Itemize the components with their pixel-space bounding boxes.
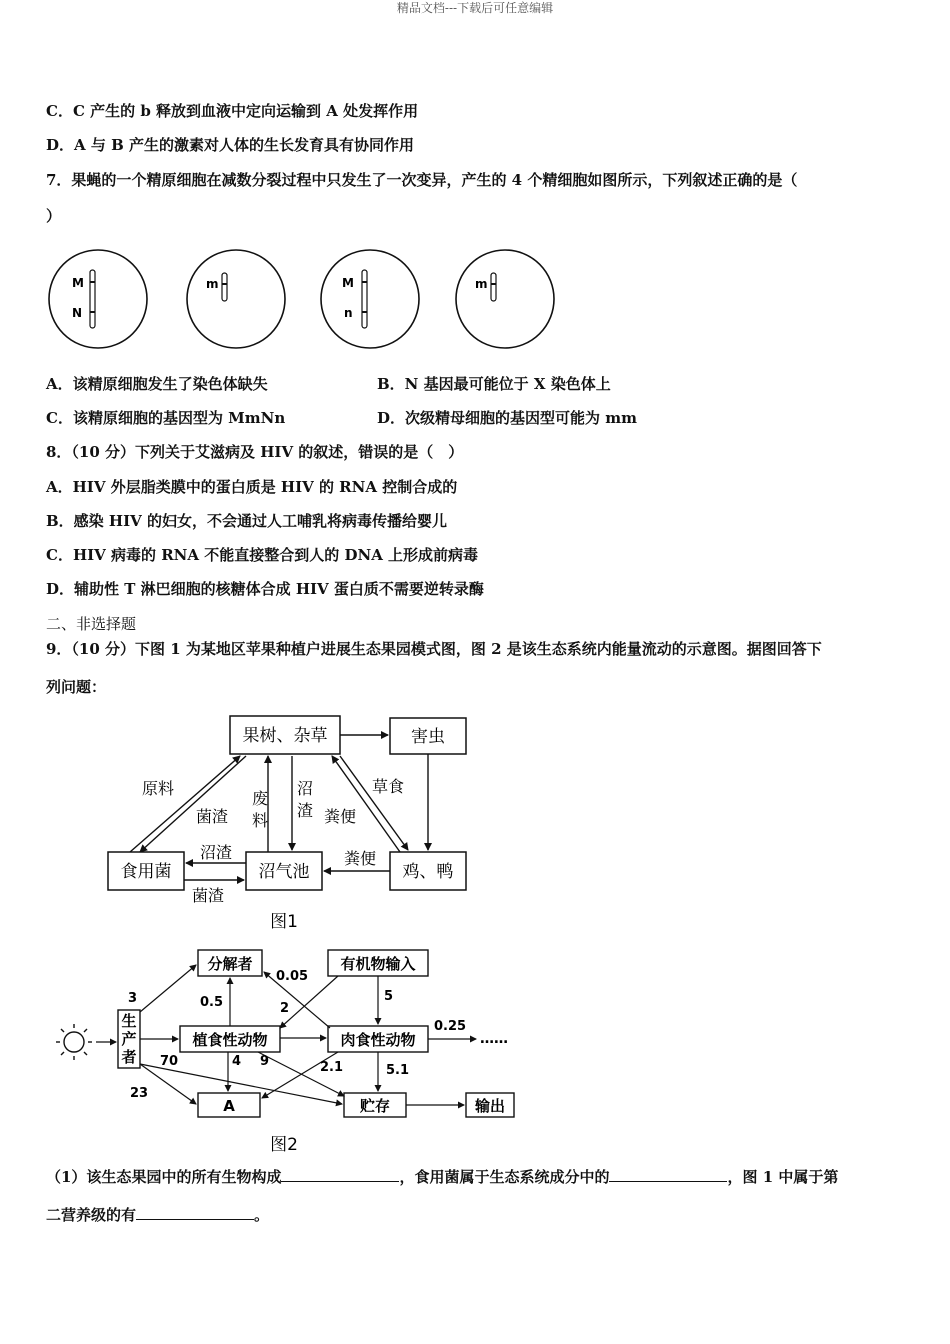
node-storage	[344, 1093, 406, 1117]
value-carn-storage: 5.1	[386, 1063, 410, 1078]
q7-cell-figure	[40, 240, 570, 360]
value-carn-A: 2.1	[320, 1060, 344, 1075]
node-trees	[230, 716, 340, 754]
q7-option-c: C．该精原细胞的基因型为 MmNn	[46, 409, 286, 427]
cell-4	[456, 250, 554, 348]
svg-text:输出: 输出	[474, 1097, 506, 1115]
q9-sub1-text-a: （1）该生态果园中的所有生物构成	[46, 1168, 282, 1186]
svg-text:分解者: 分解者	[207, 955, 253, 973]
label-residue-up: 菌渣	[196, 807, 229, 826]
svg-text:产: 产	[121, 1030, 137, 1048]
q7-option-b: B．N 基因最可能位于 X 染色体上	[377, 375, 611, 393]
cell-1	[49, 250, 147, 348]
answer-blank-3[interactable]	[136, 1205, 254, 1220]
q8-option-c: C．HIV 病毒的 RNA 不能直接整合到人的 DNA 上形成前病毒	[46, 546, 479, 564]
q9-sub1-text-e: 。	[254, 1206, 270, 1224]
cell-3	[321, 250, 419, 348]
q7-option-d: D．次级精母细胞的基因型可能为 mm	[377, 409, 637, 427]
value-carn-next: 0.25	[434, 1019, 467, 1034]
q9-sub1-text-d: 二营养级的有	[46, 1206, 137, 1224]
figure-1-caption: 图1	[270, 912, 298, 932]
q7-stem-close: ）	[46, 207, 62, 225]
q7-option-a: A．该精原细胞发生了染色体缺失	[46, 375, 268, 393]
cell-2	[187, 250, 285, 348]
svg-text:果树、杂草: 果树、杂草	[242, 726, 328, 746]
q8-stem: 8．（10 分）下列关于艾滋病及 HIV 的叙述，错误的是（ ）	[46, 443, 464, 461]
sun-icon	[56, 1024, 92, 1060]
cell-4-gene-1: m	[475, 277, 488, 291]
label-manure-left: 粪便	[344, 849, 377, 868]
node-biogas	[246, 852, 322, 890]
q9-sub1-text-c: ，图 1 中属于第	[727, 1168, 839, 1186]
svg-text:贮存: 贮存	[359, 1097, 391, 1115]
q6-option-c: C．C 产生的 b 释放到血液中定向运输到 A 处发挥作用	[46, 102, 419, 120]
value-carn-decomposer: 0.05	[276, 969, 309, 984]
figure-2-diagram	[48, 940, 528, 1160]
q7-stem: 7．果蝇的一个精原细胞在减数分裂过程中只发生了一次变异，产生的 4 个精细胞如图所示，下列叙述正确的是（	[46, 171, 798, 189]
value-producer-decomposer: 3	[128, 991, 138, 1006]
svg-text:鸡、鸭: 鸡、鸭	[402, 862, 454, 882]
node-pests	[390, 718, 466, 754]
svg-text:害虫: 害虫	[411, 727, 445, 747]
q9-stem: 9．（10 分）下图 1 为某地区苹果种植户进展生态果园模式图，图 2 是该生态系统内能量流动的示意图。据图回答下	[46, 640, 822, 658]
value-organic-carn: 5	[384, 989, 394, 1004]
cell-2-gene-1: m	[206, 277, 219, 291]
value-producer-A: 23	[130, 1086, 149, 1101]
svg-text:沼气池: 沼气池	[258, 862, 310, 882]
label-grazing: 草食	[372, 777, 405, 796]
answer-blank-2[interactable]	[609, 1167, 727, 1182]
svg-text:有机物输入: 有机物输入	[340, 955, 416, 973]
q9-sub1-line2	[46, 1204, 269, 1226]
fig2-ellipsis: ……	[480, 1031, 508, 1047]
value-producer-herb: 70	[160, 1054, 179, 1069]
value-herb-decomposer: 0.5	[200, 995, 224, 1010]
label-slag-down-2: 渣	[297, 801, 314, 820]
label-slag-left: 沼渣	[200, 843, 233, 862]
q9-sub1-text-b: ，食用菌属于生态系统成分中的	[399, 1168, 610, 1186]
q9-sub1-line1	[46, 1166, 838, 1188]
answer-blank-1[interactable]	[281, 1167, 399, 1182]
cell-3-gene-1: M	[342, 276, 354, 290]
section-title: 二、非选择题	[46, 615, 137, 633]
label-raw: 原料	[142, 779, 175, 798]
cell-1-gene-2: N	[72, 306, 83, 320]
svg-text:A: A	[223, 1097, 235, 1115]
label-slag-down-1: 沼	[297, 779, 314, 798]
node-fungi	[108, 852, 184, 890]
value-herb-storage: 9	[260, 1054, 270, 1069]
svg-text:肉食性动物: 肉食性动物	[340, 1031, 416, 1049]
svg-text:生: 生	[121, 1012, 137, 1030]
figure-1-diagram	[100, 712, 480, 937]
svg-text:者: 者	[121, 1048, 137, 1066]
page-header: 精品文档---下载后可任意编辑	[396, 1, 554, 15]
node-decomposer	[198, 950, 262, 976]
label-waste-1: 废	[252, 789, 269, 808]
q6-option-d: D．A 与 B 产生的激素对人体的生长发育具有协同作用	[46, 136, 414, 154]
node-organic-input	[328, 950, 428, 976]
q9-stem-cont: 列问题：	[46, 678, 107, 696]
label-residue-right: 菌渣	[192, 886, 225, 905]
node-carnivore	[328, 1026, 428, 1052]
q8-option-d: D．辅助性 T 淋巴细胞的核糖体合成 HIV 蛋白质不需要逆转录酶	[46, 580, 484, 598]
node-output	[466, 1093, 514, 1117]
node-poultry	[390, 852, 466, 890]
cell-3-gene-2: n	[344, 306, 353, 320]
figure-2-caption: 图2	[270, 1135, 298, 1155]
svg-text:植食性动物: 植食性动物	[192, 1031, 268, 1049]
q8-option-a: A．HIV 外层脂类膜中的蛋白质是 HIV 的 RNA 控制合成的	[46, 478, 458, 496]
value-herb-A: 4	[232, 1054, 242, 1069]
q8-option-b: B．感染 HIV 的妇女，不会通过人工哺乳将病毒传播给婴儿	[46, 512, 447, 530]
node-producer	[118, 1010, 140, 1068]
svg-text:食用菌: 食用菌	[120, 862, 172, 882]
label-manure-up: 粪便	[324, 807, 357, 826]
value-herb-carn: 2	[280, 1001, 290, 1016]
label-waste-2: 料	[252, 811, 269, 830]
node-herbivore	[180, 1026, 280, 1052]
cell-1-gene-1: M	[72, 276, 84, 290]
node-A	[198, 1093, 260, 1117]
